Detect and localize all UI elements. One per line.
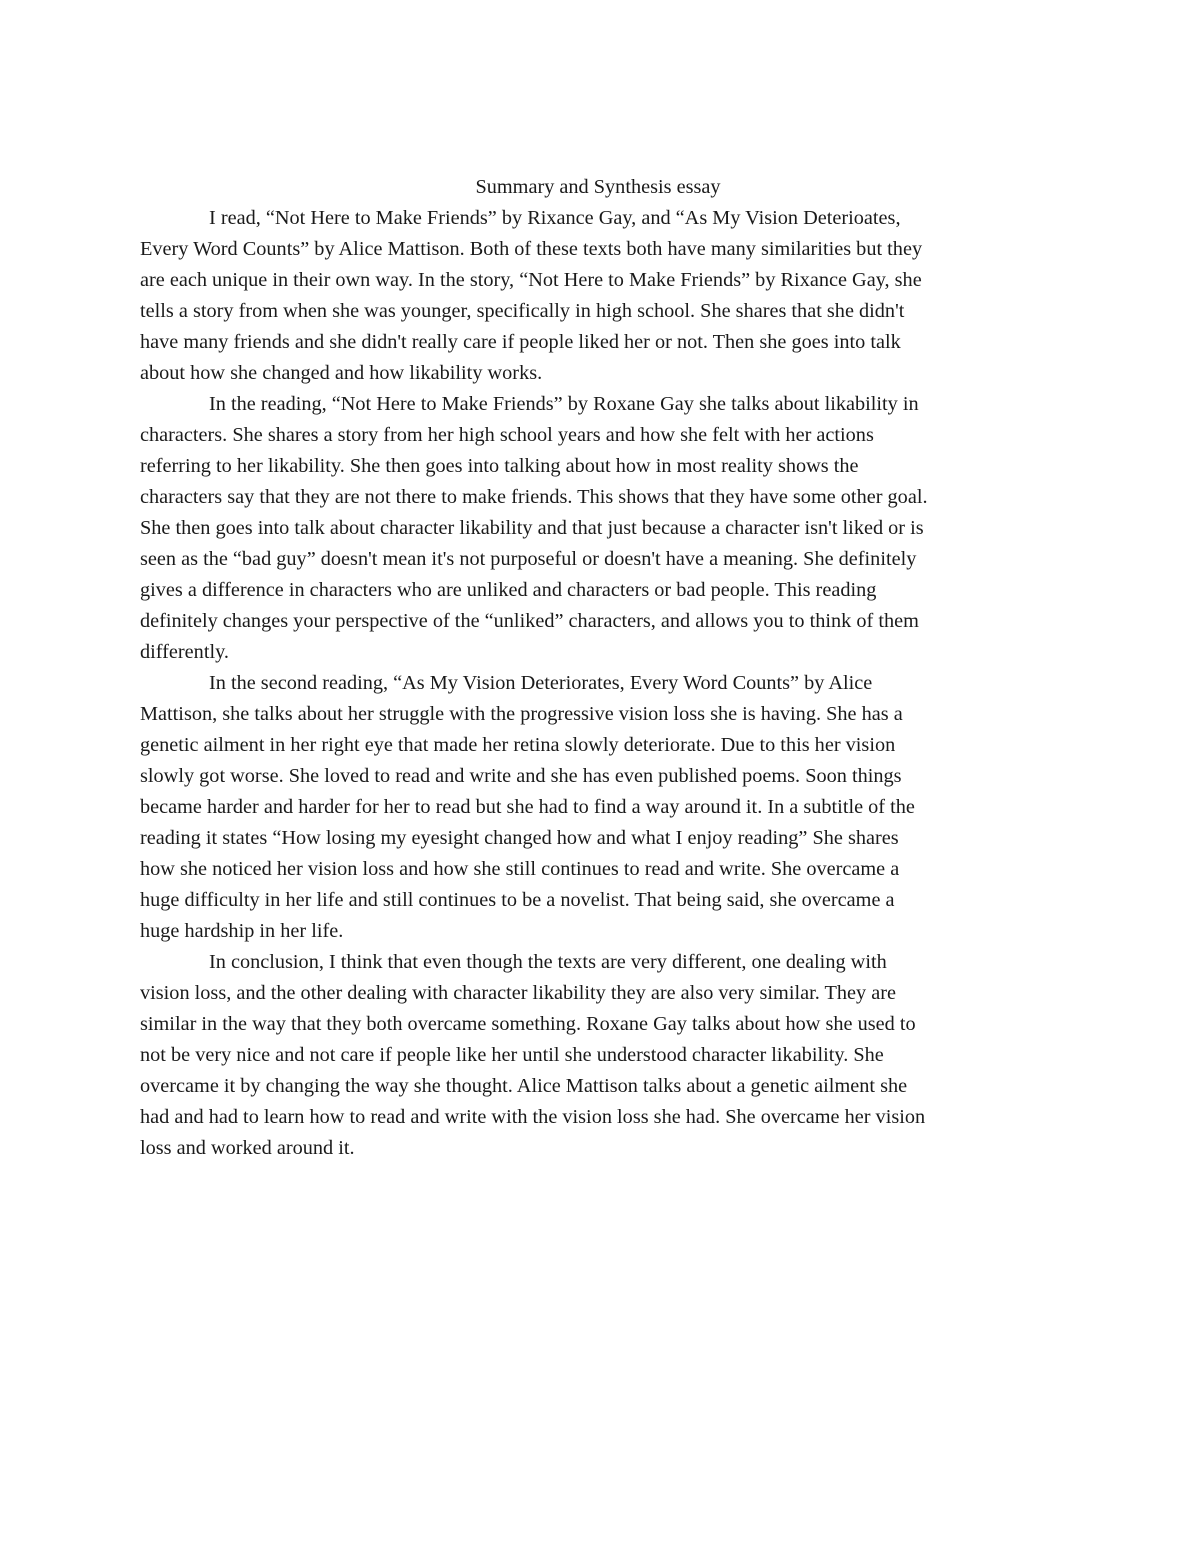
paragraph-2 <box>140 389 1056 668</box>
text-line: slowly got worse. She loved to read and write and she has even published poems. Soon things <box>140 765 902 787</box>
text-line: Every Word Counts” by Alice Mattison. Both of these texts both have many similarities but they <box>140 238 923 260</box>
text-line: She then goes into talk about character likability and that just because a character isn't liked or is <box>140 517 924 539</box>
text-line: In the second reading, “As My Vision Deteriorates, Every Word Counts” by Alice <box>209 672 873 694</box>
paragraph-1 <box>140 203 1056 389</box>
text-line: reading it states “How losing my eyesight changed how and what I enjoy reading” She shares <box>140 827 899 849</box>
text-line: not be very nice and not care if people like her until she understood character likability. She <box>140 1044 884 1066</box>
text-line: loss and worked around it. <box>140 1137 355 1159</box>
text-line: huge hardship in her life. <box>140 920 344 942</box>
text-line: have many friends and she didn't really care if people liked her or not. Then she goes into talk <box>140 331 901 353</box>
text-line: characters. She shares a story from her high school years and how she felt with her actions <box>140 424 874 446</box>
text-line: huge difficulty in her life and still continues to be a novelist. That being said, she overcame a <box>140 889 895 911</box>
text-line: seen as the “bad guy” doesn't mean it's not purposeful or doesn't have a meaning. She definitely <box>140 548 917 570</box>
paragraph-3 <box>140 668 1056 947</box>
essay-title: Summary and Synthesis essay <box>475 176 721 198</box>
essay-body <box>140 172 1056 1164</box>
text-line: In the reading, “Not Here to Make Friends” by Roxane Gay she talks about likability in <box>209 393 919 415</box>
text-line: characters say that they are not there to make friends. This shows that they have some other goal. <box>140 486 928 508</box>
text-line: Mattison, she talks about her struggle with the progressive vision loss she is having. She has a <box>140 703 903 725</box>
text-line: vision loss, and the other dealing with character likability they are also very similar. They are <box>140 982 897 1004</box>
text-line: how she noticed her vision loss and how she still continues to read and write. She overcame a <box>140 858 900 880</box>
text-line: had and had to learn how to read and write with the vision loss she had. She overcame her vision <box>140 1106 926 1128</box>
text-line: tells a story from when she was younger, specifically in high school. She shares that she didn't <box>140 300 905 322</box>
text-line: overcame it by changing the way she thought. Alice Mattison talks about a genetic ailment she <box>140 1075 908 1097</box>
text-line: I read, “Not Here to Make Friends” by Rixance Gay, and “As My Vision Deterioates, <box>209 207 901 229</box>
text-line: are each unique in their own way. In the story, “Not Here to Make Friends” by Rixance Gay, she <box>140 269 922 291</box>
text-line: In conclusion, I think that even though the texts are very different, one dealing with <box>209 951 887 973</box>
paragraph-4 <box>140 947 1056 1164</box>
text-line: about how she changed and how likability works. <box>140 362 543 384</box>
text-line: similar in the way that they both overcame something. Roxane Gay talks about how she used to <box>140 1013 916 1035</box>
text-line: differently. <box>140 641 229 663</box>
text-line: genetic ailment in her right eye that made her retina slowly deteriorate. Due to this her vision <box>140 734 896 756</box>
text-line: gives a difference in characters who are unliked and characters or bad people. This reading <box>140 579 877 601</box>
text-line: referring to her likability. She then goes into talking about how in most reality shows the <box>140 455 859 477</box>
text-line: became harder and harder for her to read but she had to find a way around it. In a subtitle of the <box>140 796 915 818</box>
text-line: definitely changes your perspective of the “unliked” characters, and allows you to think of them <box>140 610 919 632</box>
